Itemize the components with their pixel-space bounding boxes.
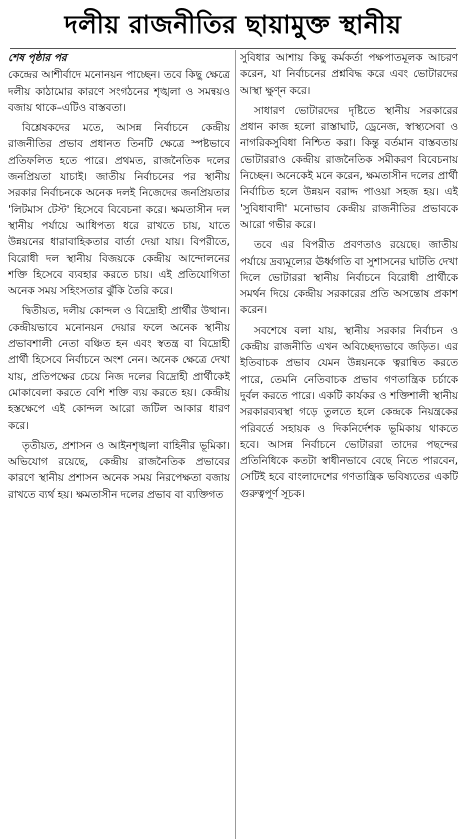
paragraph: তবে এর বিপরীত প্রবণতাও রয়েছে। জাতীয় পর্যায়ে দ্রব্যমূল্যের ঊর্ধ্বগতি বা সুশাসনের ঘাটতি দেখা দিলে ভোটাররা স্থানীয় নির্বাচনে বিরোধী প্রার্থীকে সমর্থন দিয়ে কেন্দ্রীয় সরকারের প্রতি অসন্তোষ প্রকাশ করেন। [240, 239, 458, 317]
paragraph: বিশ্লেষকদের মতে, আসন্ন নির্বাচনে কেন্দ্রীয় রাজনীতির প্রভাব প্রধানত তিনটি ক্ষেত্রে স্পষ্টভাবে প্রতিফলিত হতে পারে। প্রথমত, রাজনৈতিক দলের জনপ্রিয়তা যাচাই। জাতীয় নির্বাচনের পর স্থানীয় সরকার নির্বাচনকে অনেক দলই নিজেদের জনপ্রিয়তার 'লিটমাস টেস্ট' হিসেবে বিবেচনা করে। ক্ষমতাসীন দল স্থানীয় পর্যায়ে আধিপত্য ধরে রাখতে চায়, যাতে উন্নয়নের ধারাবাহিকতার বার্তা দেয়া যায়। বিপরীতে, বিরোধী দল স্থানীয় বিজয়কে কেন্দ্রীয় আন্দোলনের শক্তি হিসেবে ব্যবহার করতে চায়। এই প্রতিযোগিতা অনেক সময় সহিংসতার ঝুঁকি তৈরি করে। [8, 122, 230, 298]
paragraph: সাধারণ ভোটারদের দৃষ্টিতে স্থানীয় সরকারের প্রধান কাজ হলো রাস্তাঘাট, ড্রেনেজ, স্বাস্থ্যসেবা ও নাগরিকসুবিধা নিশ্চিত করা। কিন্তু বর্তমান বাস্তবতায় ভোটাররাও কেন্দ্রীয় রাজনৈতিক সমীকরণ বিবেচনায় নিচ্ছেন। অনেকেই মনে করেন, ক্ষমতাসীন দলের প্রার্থী নির্বাচিত হলে উন্নয়ন বরাদ্দ পাওয়া সহজ হয়। এই 'সুবিধাবাদী' মনোভাব কেন্দ্রীয় রাজনীতির প্রভাবকে আরো গভীর করে। [240, 104, 458, 231]
continuation-kicker: শেষ পৃষ্ঠার পর [8, 52, 67, 64]
paragraph: তৃতীয়ত, প্রশাসন ও আইনশৃঙ্খলা বাহিনীর ভূমিকা। অভিযোগ রয়েছে, কেন্দ্রীয় রাজনৈতিক প্রভাবের কারণে স্থানীয় প্রশাসন অনেক সময় নিরপেক্ষতা বজায় রাখতে ব্যর্থ হয়। ক্ষমতাসীন দলের প্রভাব বা ব্যক্তিগত [8, 439, 230, 501]
paragraph: কেন্দ্রের আশীর্বাদে মনোনয়ন পাচ্ছেন। তবে কিছু ক্ষেত্রে দলীয় কাঠামোর কারণে সংগঠনের শৃঙ্খলা ও সমন্বয়ও বজায় থাকে–এটিও বাস্তবতা। [8, 69, 230, 114]
headline-rule [10, 48, 456, 49]
paragraph: সুবিধার আশায় কিছু কর্মকর্তা পক্ষপাতমূলক আচরণ করেন, যা নির্বাচনের প্রশ্নবিদ্ধ করে এবং ভোটারদের আস্থা ক্ষুণ্ন করে। [240, 52, 458, 97]
paragraph: দ্বিতীয়ত, দলীয় কোন্দল ও বিদ্রোহী প্রার্থীর উত্থান। কেন্দ্রীয়ভাবে মনোনয়ন দেয়ার ফলে অনেক স্থানীয় প্রভাবশালী নেতা বঞ্চিত হন এবং স্বতন্ত্র বা বিদ্রোহী প্রার্থী হিসেবে নির্বাচনে অংশ নেন। অনেক ক্ষেত্রে দেখা যায়, প্রতিপক্ষের চেয়ে নিজ দলের বিদ্রোহী প্রার্থীকেই মোকাবেলা করতে বেশি শক্তি ব্যয় করতে হয়। কেন্দ্রীয় হস্তক্ষেপে এই কোন্দল আরো জটিল আকার ধারণ করে। [8, 305, 230, 432]
left-column [8, 50, 230, 839]
headline: দলীয় রাজনীতির ছায়ামুক্ত স্থানীয় [64, 9, 402, 39]
right-column [240, 50, 458, 839]
paragraph: সবশেষে বলা যায়, স্থানীয় সরকার নির্বাচন ও কেন্দ্রীয় রাজনীতি এখন অবিচ্ছেদ্যভাবে জড়িত। এর ইতিবাচক প্রভাব যেমন উন্নয়নকে ত্বরান্বিত করতে পারে, তেমনি নেতিবাচক প্রভাব গণতান্ত্রিক চর্চাকে দুর্বল করতে পারে। একটি কার্যকর ও শক্তিশালী স্থানীয় সরকারব্যবস্থা গড়ে তুলতে হলে কেন্দ্রকে নিয়ন্ত্রকের পরিবর্তে সহায়ক ও দিকনির্দেশক ভূমিকায় থাকতে হবে। আসন্ন নির্বাচনে ভোটাররা তাদের পছন্দের প্রতিনিধিকে কতটা স্বাধীনভাবে বেছে নিতে পারবেন, সেটিই হবে বাংলাদেশের গণতান্ত্রিক ভবিষ্যতের একটি গুরুত্বপূর্ণ সূচক। [240, 324, 458, 500]
column-divider [235, 50, 236, 839]
